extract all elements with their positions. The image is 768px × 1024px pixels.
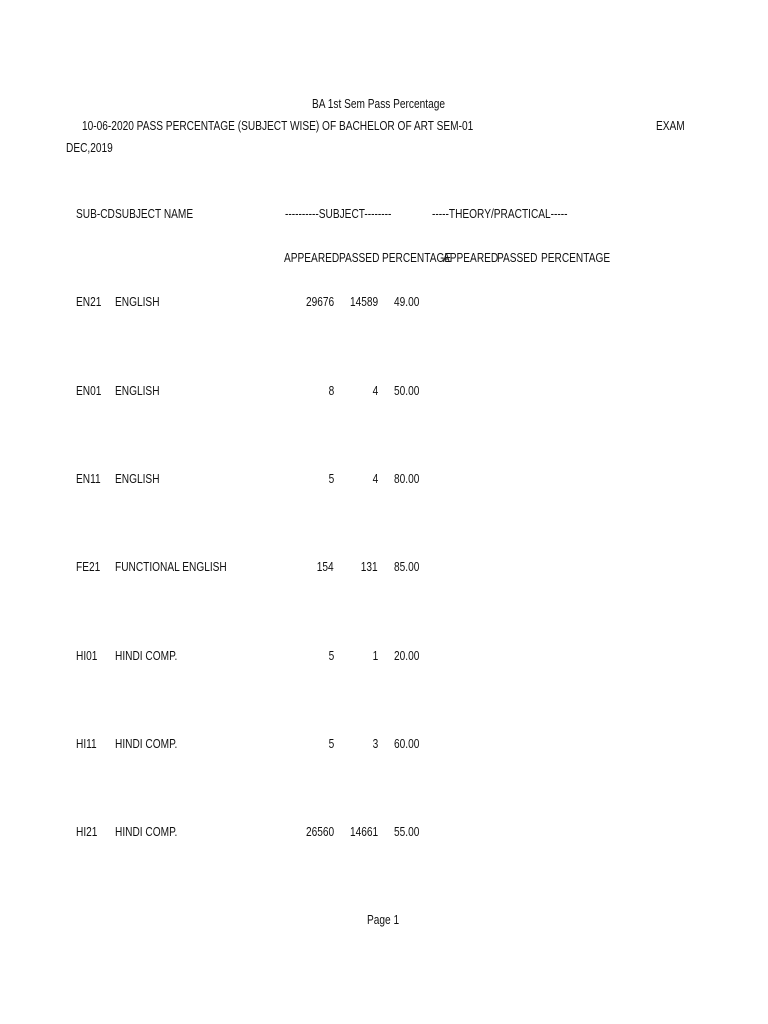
row-percentage: 50.00 xyxy=(394,383,420,398)
row-percentage: 85.00 xyxy=(394,559,420,574)
report-subtitle-exam: EXAM xyxy=(656,118,685,133)
report-subtitle: 10-06-2020 PASS PERCENTAGE (SUBJECT WISE) OF BACHELOR OF ART SEM-01 xyxy=(82,118,474,133)
row-code: HI01 xyxy=(76,648,98,663)
row-appeared: 29676 xyxy=(305,294,334,309)
row-subject-name: ENGLISH xyxy=(115,294,160,309)
row-code: EN01 xyxy=(76,383,102,398)
row-passed: 14661 xyxy=(349,824,378,839)
row-appeared: 5 xyxy=(328,648,334,663)
row-passed: 131 xyxy=(361,559,378,574)
row-appeared: 154 xyxy=(317,559,334,574)
row-percentage: 20.00 xyxy=(394,648,420,663)
header-theory-group: -----THEORY/PRACTICAL----- xyxy=(432,206,568,221)
header-percentage: PERCENTAGE xyxy=(382,250,452,265)
row-subject-name: HINDI COMP. xyxy=(115,648,178,663)
row-percentage: 60.00 xyxy=(394,736,420,751)
report-subtitle-date: DEC,2019 xyxy=(66,140,113,155)
row-appeared: 5 xyxy=(328,736,334,751)
row-passed: 14589 xyxy=(349,294,378,309)
header-passed-theory: PASSED xyxy=(497,250,538,265)
row-passed: 4 xyxy=(372,383,378,398)
header-passed: PASSED xyxy=(339,250,380,265)
row-subject-name: HINDI COMP. xyxy=(115,824,178,839)
row-code: FE21 xyxy=(76,559,101,574)
row-subject-name: FUNCTIONAL ENGLISH xyxy=(115,559,227,574)
row-appeared: 5 xyxy=(328,471,334,486)
row-percentage: 55.00 xyxy=(394,824,420,839)
row-appeared: 8 xyxy=(328,383,334,398)
row-code: HI11 xyxy=(76,736,97,751)
row-passed: 1 xyxy=(372,648,378,663)
header-appeared: APPEARED xyxy=(284,250,340,265)
header-sub-cd: SUB-CD xyxy=(76,206,115,221)
row-passed: 3 xyxy=(372,736,378,751)
row-percentage: 49.00 xyxy=(394,294,420,309)
row-code: HI21 xyxy=(76,824,98,839)
row-appeared: 26560 xyxy=(305,824,334,839)
row-code: EN21 xyxy=(76,294,102,309)
row-code: EN11 xyxy=(76,471,101,486)
report-title: BA 1st Sem Pass Percentage xyxy=(312,96,446,111)
row-passed: 4 xyxy=(372,471,378,486)
row-subject-name: HINDI COMP. xyxy=(115,736,178,751)
row-subject-name: ENGLISH xyxy=(115,471,160,486)
page-number: Page 1 xyxy=(367,912,400,927)
header-subject-name: SUBJECT NAME xyxy=(115,206,194,221)
row-subject-name: ENGLISH xyxy=(115,383,160,398)
row-percentage: 80.00 xyxy=(394,471,420,486)
header-percentage-theory: PERCENTAGE xyxy=(541,250,611,265)
header-subject-group: ----------SUBJECT-------- xyxy=(285,206,392,221)
header-appeared-theory: APPEARED xyxy=(443,250,499,265)
